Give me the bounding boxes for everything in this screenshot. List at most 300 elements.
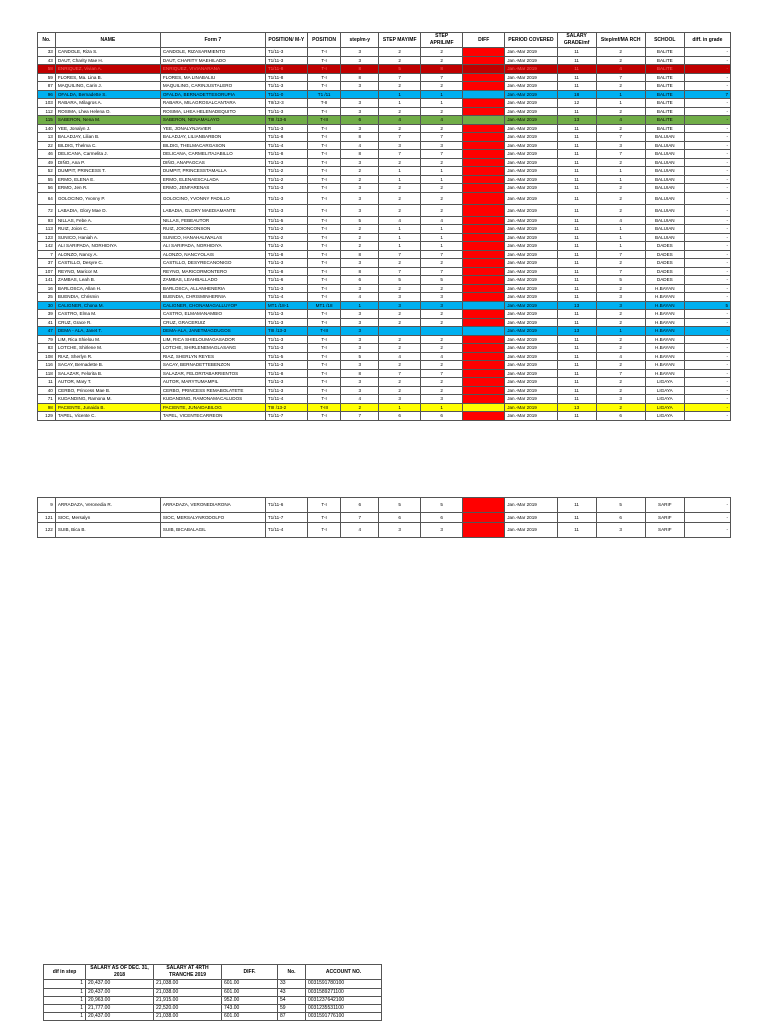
acct-cell-sal2018: 20,963.00: [86, 996, 154, 1004]
table-row: [38, 225, 731, 234]
cell-step-april: 2: [421, 344, 463, 353]
table-row: [38, 369, 731, 378]
cell-position: T-I: [307, 378, 341, 387]
table-row: [38, 216, 731, 225]
cell-position: T-I: [307, 369, 341, 378]
cell-form7: ERMO, JENFARENAS: [160, 184, 265, 193]
cell-step-my: 3: [341, 48, 379, 57]
cell-diff-grade: -: [684, 141, 730, 150]
cell-diff-grade: -: [684, 344, 730, 353]
cell-period: Jan.-Mar 2019: [505, 369, 557, 378]
cell-step-my: 8: [341, 65, 379, 74]
cell-step-my: 5: [341, 352, 379, 361]
cell-diff-grade: -: [684, 310, 730, 319]
table-row: [38, 56, 731, 65]
cell-step-march: 3: [596, 293, 645, 302]
cell-no: 39: [38, 310, 56, 319]
cell-sg: 11: [557, 73, 596, 82]
cell-school: BALUIAN: [645, 225, 684, 234]
cell-form7: NILLAS, FEBEAUTOR: [160, 216, 265, 225]
cell-step-march: 2: [596, 403, 645, 412]
cell-school: DADES: [645, 259, 684, 268]
cell-no: 129: [38, 412, 56, 421]
cell-step-april: 8: [421, 65, 463, 74]
cell-form7: ZAMBAS, LEAHBALLADO: [160, 276, 265, 285]
cell-diff-grade: -: [684, 259, 730, 268]
cell-form7: LOTCHE, SHIRLENEMAGLASANG: [160, 344, 265, 353]
cell-step-march: 2: [596, 56, 645, 65]
cell-pos-my: T1/11-3: [265, 82, 307, 91]
table-row: [38, 335, 731, 344]
cell-period: Jan.-Mar 2019: [505, 327, 557, 336]
cell-position: T-I: [307, 233, 341, 242]
cell-school: H.BAYAN: [645, 301, 684, 310]
cell-pos-my: T1/11-3: [265, 158, 307, 167]
cell-position: T-I: [307, 82, 341, 91]
cell-form7: BARLOSCA, ALLANHENERIA: [160, 284, 265, 293]
cell-school: LIGAYA: [645, 386, 684, 395]
cell-step-may: 1: [379, 225, 421, 234]
acct-cell-sal2019: 21,038.00: [154, 988, 222, 996]
cell-step-may: 7: [379, 133, 421, 142]
table-row: [38, 99, 731, 108]
cell-name: CANDOLE, Riza S.: [55, 48, 160, 57]
cell-position: T-I: [307, 48, 341, 57]
cell-step-may: 1: [379, 175, 421, 184]
cell-sg: 13: [557, 403, 596, 412]
cell-period: Jan.-Mar 2019: [505, 233, 557, 242]
cell-sg: 11: [557, 276, 596, 285]
cell-diff: [463, 116, 505, 125]
cell-school: BALUIAN: [645, 192, 684, 204]
cell-form7: GOLOCINO, YVONNY PADILLO: [160, 192, 265, 204]
cell-step-may: 1: [379, 403, 421, 412]
cell-position: T-I: [307, 259, 341, 268]
cell-period: Jan.-Mar 2019: [505, 133, 557, 142]
acct-col-dif-step: dif in step: [44, 965, 86, 980]
cell-no: 46: [38, 150, 56, 159]
cell-diff: [463, 395, 505, 404]
cell-step-april: 1: [421, 99, 463, 108]
cell-period: Jan.-Mar 2019: [505, 403, 557, 412]
cell-diff: [463, 99, 505, 108]
cell-period: Jan.-Mar 2019: [505, 192, 557, 204]
cell-position: T-I: [307, 242, 341, 251]
cell-step-march: 1: [596, 225, 645, 234]
cell-pos-my: T1/11-6: [265, 498, 307, 513]
cell-name: ALONZO, Nancy A.: [55, 250, 160, 259]
cell-school: H.BAYAN: [645, 344, 684, 353]
col-position: POSITION: [307, 33, 341, 48]
table-row: [38, 192, 731, 204]
cell-form7: CASTILLO, DESYRECANONIGO: [160, 259, 265, 268]
cell-step-may: 6: [379, 412, 421, 421]
cell-form7: SUNICO, HANAHALIWALAS: [160, 233, 265, 242]
cell-diff-grade: -: [684, 65, 730, 74]
cell-diff: [463, 523, 505, 538]
cell-step-may: 3: [379, 395, 421, 404]
cell-school: BALITE: [645, 82, 684, 91]
table-row: [38, 233, 731, 242]
cell-pos-my: T1/11-2: [265, 233, 307, 242]
cell-pos-my: T1/11-3: [265, 48, 307, 57]
cell-step-my: 2: [341, 233, 379, 242]
table-row: [38, 124, 731, 133]
cell-step-may: 7: [379, 73, 421, 82]
cell-no: 116: [38, 361, 56, 370]
table-row: [38, 116, 731, 125]
cell-step-april: 4: [421, 352, 463, 361]
cell-step-my: 8: [341, 133, 379, 142]
cell-form7: BALADJAY, LILIANBARBON: [160, 133, 265, 142]
cell-position: T-I: [307, 386, 341, 395]
cell-period: Jan.-Mar 2019: [505, 352, 557, 361]
cell-pos-my: T1/11-5: [265, 352, 307, 361]
cell-diff-grade: 5: [684, 301, 730, 310]
cell-sg: 11: [557, 259, 596, 268]
sarif-table-body: [38, 498, 731, 538]
cell-step-may: 2: [379, 184, 421, 193]
account-table-body: [44, 980, 382, 1021]
acct-cell-acct: 0031589271100: [306, 988, 382, 996]
cell-step-my: 1: [341, 301, 379, 310]
cell-step-may: 4: [379, 116, 421, 125]
table-row: [38, 250, 731, 259]
cell-position: T-I: [307, 293, 341, 302]
cell-form7: RUIZ, JOIONCONSON: [160, 225, 265, 234]
cell-step-april: 2: [421, 310, 463, 319]
cell-form7: DEMA-ALA, JANETMAGDUGOS: [160, 327, 265, 336]
cell-diff-grade: -: [684, 73, 730, 82]
cell-name: BUENDIA, Chrismin: [55, 293, 160, 302]
cell-no: 107: [38, 267, 56, 276]
cell-no: 25: [38, 293, 56, 302]
cell-step-march: 7: [596, 73, 645, 82]
cell-name: SIOC, Mersalyn: [55, 513, 160, 523]
cell-step-march: 2: [596, 386, 645, 395]
cell-step-may: 2: [379, 386, 421, 395]
cell-step-april: 6: [421, 513, 463, 523]
cell-school: DADES: [645, 250, 684, 259]
cell-no: 52: [38, 167, 56, 176]
cell-step-may: 2: [379, 107, 421, 116]
cell-diff: [463, 158, 505, 167]
cell-sg: 11: [557, 141, 596, 150]
cell-diff-grade: -: [684, 293, 730, 302]
cell-period: Jan.-Mar 2019: [505, 310, 557, 319]
cell-diff-grade: -: [684, 124, 730, 133]
cell-step-my: 6: [341, 498, 379, 513]
cell-form7: ALONZO, NANCYOLAIS: [160, 250, 265, 259]
cell-diff: [463, 225, 505, 234]
cell-diff: [463, 327, 505, 336]
cell-step-april: 2: [421, 48, 463, 57]
cell-step-my: 4: [341, 523, 379, 538]
acct-cell-sal2018: 21,777.00: [86, 1005, 154, 1013]
cell-pos-my: T1/11-8: [265, 133, 307, 142]
cell-period: Jan.-Mar 2019: [505, 523, 557, 538]
cell-no: 142: [38, 242, 56, 251]
cell-school: SARIF: [645, 498, 684, 513]
cell-pos-my: T1/11-8: [265, 250, 307, 259]
cell-diff-grade: -: [684, 327, 730, 336]
cell-pos-my: T1/11-3: [265, 361, 307, 370]
cell-pos-my: T1/11-3: [265, 124, 307, 133]
cell-name: GOLOCINO, Yvonny P.: [55, 192, 160, 204]
cell-diff: [463, 267, 505, 276]
cell-name: ERMO, ELENA E.: [55, 175, 160, 184]
cell-name: RIAZ, Sherlyn R.: [55, 352, 160, 361]
cell-form7: FLORES, MA LINABALIU: [160, 73, 265, 82]
cell-step-my: 3: [341, 361, 379, 370]
cell-diff: [463, 133, 505, 142]
cell-no: 115: [38, 116, 56, 125]
cell-pos-my: T1/11-7: [265, 412, 307, 421]
cell-sg: 11: [557, 250, 596, 259]
cell-sg: 11: [557, 158, 596, 167]
cell-step-my: 8: [341, 267, 379, 276]
acct-col-no: No.: [278, 965, 306, 980]
cell-no: 72: [38, 204, 56, 216]
cell-step-my: 2: [341, 242, 379, 251]
cell-period: Jan.-Mar 2019: [505, 242, 557, 251]
cell-period: Jan.-Mar 2019: [505, 301, 557, 310]
cell-step-my: [341, 90, 379, 99]
cell-diff: [463, 124, 505, 133]
cell-pos-my: T1/11-8: [265, 65, 307, 74]
account-header-row: [44, 965, 382, 980]
cell-diff-grade: -: [684, 242, 730, 251]
cell-pos-my: T1/11-3: [265, 107, 307, 116]
cell-school: H.BAYAN: [645, 284, 684, 293]
account-row: [44, 980, 382, 988]
cell-step-april: 1: [421, 225, 463, 234]
cell-step-april: 1: [421, 242, 463, 251]
col-diff: DIFF: [463, 33, 505, 48]
cell-step-april: 6: [421, 412, 463, 421]
acct-cell-no: 33: [278, 980, 306, 988]
cell-period: Jan.-Mar 2019: [505, 378, 557, 387]
cell-step-my: 2: [341, 167, 379, 176]
cell-step-may: 2: [379, 318, 421, 327]
cell-no: 79: [38, 335, 56, 344]
cell-no: 37: [38, 259, 56, 268]
cell-step-march: 4: [596, 116, 645, 125]
cell-school: H.BAYAN: [645, 335, 684, 344]
sarif-table: [37, 497, 731, 538]
cell-step-april: 2: [421, 318, 463, 327]
cell-step-may: 2: [379, 158, 421, 167]
cell-step-my: 2: [341, 225, 379, 234]
cell-position: T-I: [307, 412, 341, 421]
cell-sg: 11: [557, 216, 596, 225]
cell-sg: 12: [557, 99, 596, 108]
cell-sg: 11: [557, 124, 596, 133]
cell-position: T-III: [307, 327, 341, 336]
acct-cell-dif: 1: [44, 996, 86, 1004]
cell-step-april: 2: [421, 192, 463, 204]
cell-step-march: 7: [596, 267, 645, 276]
cell-step-may: 4: [379, 216, 421, 225]
cell-position: T-I: [307, 352, 341, 361]
cell-diff-grade: -: [684, 167, 730, 176]
cell-school: DADES: [645, 276, 684, 285]
table-row: [38, 259, 731, 268]
cell-sg: 11: [557, 150, 596, 159]
cell-step-my: 2: [341, 175, 379, 184]
cell-name: CASTRO, Elma M.: [55, 310, 160, 319]
acct-cell-sal2019: 21,038.00: [154, 1013, 222, 1021]
cell-pos-my: TIII /13-6: [265, 116, 307, 125]
cell-step-my: 2: [341, 403, 379, 412]
cell-diff-grade: -: [684, 369, 730, 378]
cell-school: BALUIAN: [645, 133, 684, 142]
cell-school: H.BAYAN: [645, 352, 684, 361]
cell-step-april: 2: [421, 107, 463, 116]
table-row: [38, 386, 731, 395]
cell-position: T-I: [307, 361, 341, 370]
cell-period: Jan.-Mar 2019: [505, 107, 557, 116]
cell-no: 47: [38, 327, 56, 336]
cell-form7: TAPEL, VICENTECARREON: [160, 412, 265, 421]
cell-period: Jan.-Mar 2019: [505, 361, 557, 370]
cell-step-april: 2: [421, 158, 463, 167]
cell-period: Jan.-Mar 2019: [505, 167, 557, 176]
cell-step-my: 3: [341, 99, 379, 108]
cell-diff-grade: -: [684, 56, 730, 65]
acct-cell-acct: 0031237642100: [306, 996, 382, 1004]
cell-sg: 13: [557, 327, 596, 336]
cell-no: 30: [38, 301, 56, 310]
account-row: [44, 1013, 382, 1021]
cell-sg: 11: [557, 82, 596, 91]
cell-step-may: 2: [379, 204, 421, 216]
cell-no: 11: [38, 378, 56, 387]
cell-period: Jan.-Mar 2019: [505, 73, 557, 82]
cell-diff-grade: -: [684, 513, 730, 523]
cell-step-my: 3: [341, 378, 379, 387]
cell-step-my: 4: [341, 293, 379, 302]
cell-name: LOTCHE, Shirlene M.: [55, 344, 160, 353]
cell-no: 108: [38, 352, 56, 361]
cell-step-my: 8: [341, 150, 379, 159]
cell-name: MAQUILING, Carin J.: [55, 82, 160, 91]
cell-sg: 11: [557, 267, 596, 276]
cell-step-my: 3: [341, 318, 379, 327]
cell-step-march: 1: [596, 242, 645, 251]
cell-name: DAUT, Charity Mae H.: [55, 56, 160, 65]
table-row: [38, 395, 731, 404]
cell-sg: 11: [557, 225, 596, 234]
cell-name: SACAY, Bernadette B.: [55, 361, 160, 370]
cell-school: BALUIAN: [645, 204, 684, 216]
cell-form7: ALI SARIPADA, NORHIDIYA: [160, 242, 265, 251]
cell-no: 122: [38, 523, 56, 538]
cell-step-april: 4: [421, 116, 463, 125]
cell-position: T-I: [307, 318, 341, 327]
cell-step-may: 2: [379, 259, 421, 268]
cell-diff-grade: -: [684, 412, 730, 421]
cell-diff-grade: -: [684, 386, 730, 395]
acct-cell-diff: 952.00: [222, 996, 278, 1004]
acct-cell-sal2019: 21,038.00: [154, 980, 222, 988]
cell-no: 103: [38, 99, 56, 108]
cell-period: Jan.-Mar 2019: [505, 150, 557, 159]
cell-diff: [463, 335, 505, 344]
table-row: [38, 352, 731, 361]
cell-step-may: 1: [379, 90, 421, 99]
table-row: [38, 107, 731, 116]
cell-period: Jan.-Mar 2019: [505, 90, 557, 99]
cell-school: SARIF: [645, 513, 684, 523]
cell-name: BARLOSCA, Allan H.: [55, 284, 160, 293]
cell-name: ALI SARIPADA, NORHIDIYA: [55, 242, 160, 251]
cell-step-my: 3: [341, 82, 379, 91]
cell-no: 93: [38, 216, 56, 225]
cell-diff: [463, 167, 505, 176]
cell-step-april: 3: [421, 301, 463, 310]
col-school: SCHOOL: [645, 33, 684, 48]
cell-diff-grade: -: [684, 204, 730, 216]
cell-diff: [463, 386, 505, 395]
cell-sg: 11: [557, 293, 596, 302]
cell-diff: [463, 293, 505, 302]
account-row: [44, 996, 382, 1004]
table-row: [38, 167, 731, 176]
cell-step-march: 2: [596, 124, 645, 133]
cell-school: BALITE: [645, 48, 684, 57]
cell-diff: [463, 150, 505, 159]
cell-step-march: 1: [596, 175, 645, 184]
cell-diff-grade: 7: [684, 90, 730, 99]
cell-step-march: 2: [596, 184, 645, 193]
cell-diff-grade: -: [684, 335, 730, 344]
cell-pos-my: T1/11-2: [265, 167, 307, 176]
table-row: [38, 82, 731, 91]
cell-name: KUDANDING, Ramona M.: [55, 395, 160, 404]
cell-step-my: 3: [341, 204, 379, 216]
cell-step-march: 7: [596, 369, 645, 378]
cell-step-my: 8: [341, 369, 379, 378]
cell-position: T-I: [307, 344, 341, 353]
cell-name: CASTILLO, Desyre C.: [55, 259, 160, 268]
cell-sg: 11: [557, 318, 596, 327]
cell-step-april: 2: [421, 56, 463, 65]
cell-step-my: 6: [341, 276, 379, 285]
cell-school: BALITE: [645, 56, 684, 65]
cell-step-march: 1: [596, 327, 645, 336]
cell-name: DIÑO, Ana P.: [55, 158, 160, 167]
cell-no: 96: [38, 90, 56, 99]
col-salary-grade: SALARY GRADE/mf: [557, 33, 596, 48]
cell-period: Jan.-Mar 2019: [505, 395, 557, 404]
cell-name: ZAMBAS, Leah B.: [55, 276, 160, 285]
cell-diff: [463, 352, 505, 361]
cell-step-april: 5: [421, 498, 463, 513]
cell-name: SUIB, Bica B.: [55, 523, 160, 538]
cell-sg: 11: [557, 133, 596, 142]
cell-diff-grade: -: [684, 523, 730, 538]
cell-period: Jan.-Mar 2019: [505, 141, 557, 150]
cell-step-may: 2: [379, 192, 421, 204]
cell-period: Jan.-Mar 2019: [505, 48, 557, 57]
cell-step-my: 4: [341, 395, 379, 404]
cell-pos-my: T1/11-3: [265, 56, 307, 65]
cell-step-april: 2: [421, 378, 463, 387]
cell-step-april: [421, 327, 463, 336]
cell-name: SALAZAR, Felorita B.: [55, 369, 160, 378]
cell-diff: [463, 242, 505, 251]
